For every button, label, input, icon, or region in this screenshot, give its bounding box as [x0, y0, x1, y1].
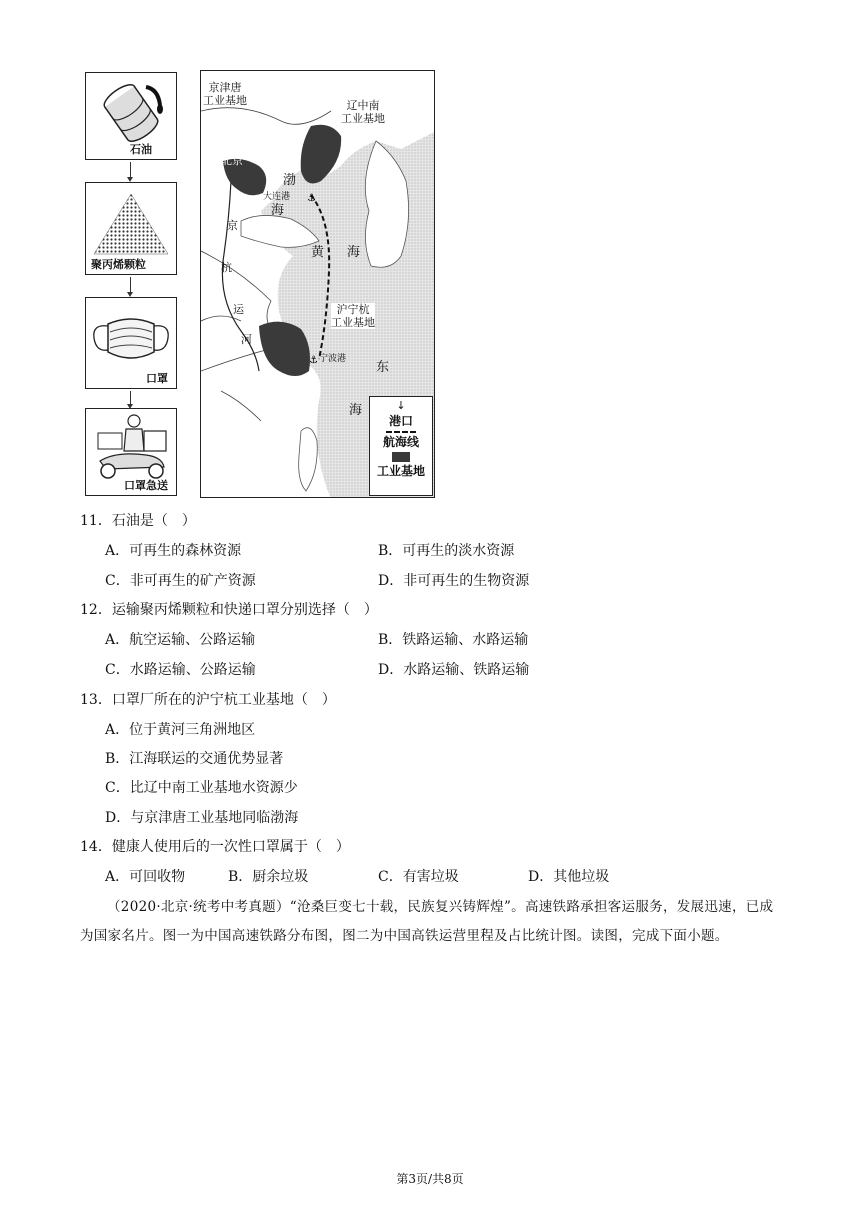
granule-pile-icon — [86, 186, 176, 261]
sea-char: 黄 — [311, 245, 325, 260]
taiwan-island — [299, 428, 318, 491]
canal-char: 杭 — [221, 261, 232, 274]
beijing-label: 北京 — [221, 154, 243, 167]
anchor-icon: ⚓ — [307, 193, 316, 204]
legend-port-label: 港口 — [388, 414, 413, 428]
option-c: C．水路运输、公路运输 — [105, 662, 256, 678]
option-d: D．其他垃圾 — [528, 869, 610, 885]
flow-label: 口罩 — [146, 372, 168, 385]
hnh-base-label: 沪宁杭 工业基地 — [331, 303, 375, 329]
canal-char: 京 — [227, 219, 238, 232]
ningbo-label: 宁波港 — [319, 354, 347, 364]
option-a: A．可再生的森林资源 — [105, 543, 242, 559]
flow-label: 口罩急送 — [124, 479, 168, 492]
flow-label: 聚丙烯颗粒 — [91, 258, 146, 271]
lzn-base-label: 辽中南 工业基地 — [341, 99, 385, 125]
legend-anchor-icon: ↓ — [396, 399, 406, 412]
sea-char: 渤 — [283, 173, 297, 188]
option-a: A．位于黄河三角洲地区 — [105, 722, 256, 738]
legend-base-swatch — [392, 452, 410, 462]
legend-route-label: 航海线 — [382, 435, 419, 449]
map-legend — [369, 396, 433, 496]
option-a: A．航空运输、公路运输 — [105, 632, 256, 648]
question-stem: 12．运输聚丙烯颗粒和快递口罩分别选择（ ） — [80, 602, 378, 618]
canal-char: 河 — [241, 333, 252, 346]
option-c: C．非可再生的矿产资源 — [105, 573, 256, 589]
question-stem: 13．口罩厂所在的沪宁杭工业基地（ ） — [80, 692, 336, 708]
sea-char: 东 — [376, 360, 390, 375]
option-c: C．有害垃圾 — [378, 869, 459, 885]
face-mask-icon — [86, 302, 176, 372]
canal-char: 运 — [233, 303, 244, 316]
option-d: D．非可再生的生物资源 — [378, 573, 530, 589]
flow-arrow — [130, 391, 131, 405]
sea-char: 海 — [271, 203, 285, 218]
east-china-map — [200, 70, 435, 498]
option-d: D．水路运输、铁路运输 — [378, 662, 530, 678]
oil-barrel-icon — [86, 75, 176, 145]
oil-box — [85, 72, 177, 160]
sea-char: 海 — [349, 403, 363, 418]
option-c: C．比辽中南工业基地水资源少 — [105, 780, 298, 796]
courier-scooter-icon — [86, 411, 176, 481]
polypropylene-box — [85, 182, 177, 275]
passage-intro: （2020·北京·统考中考真题）“沧桑巨变七十载，民族复兴铸辉煌”。高速铁路承担客运服务，发展迅速，已成为国家名片。图一为中国高速铁路分布图，图二为中国高铁运营里程及占比统计图。读图，完成下面小题。 — [80, 899, 774, 944]
legend-base-label: 工业基地 — [376, 464, 425, 478]
flow-arrow — [130, 277, 131, 293]
mask-box — [85, 297, 177, 389]
option-a: A．可回收物 — [105, 869, 186, 885]
option-d: D．与京津唐工业基地同临渤海 — [105, 810, 299, 826]
option-b: B．厨余垃圾 — [228, 869, 309, 885]
option-b: B．江海联运的交通优势显著 — [105, 751, 284, 767]
sea-char: 海 — [347, 245, 361, 260]
flow-label: 石油 — [130, 143, 152, 156]
anchor-icon: ⚓ — [309, 355, 318, 366]
question-stem: 14．健康人使用后的一次性口罩属于（ ） — [80, 839, 350, 855]
jjt-base-label: 京津唐 工业基地 — [203, 81, 247, 107]
option-b: B．铁路运输、水路运输 — [378, 632, 529, 648]
page-number: 第3页/共8页 — [396, 1172, 464, 1186]
flow-arrow — [130, 162, 131, 178]
delivery-box — [85, 408, 177, 496]
option-b: B．可再生的淡水资源 — [378, 543, 515, 559]
dalian-label: 大连港 — [263, 192, 291, 202]
question-stem: 11．石油是（ ） — [80, 513, 196, 529]
